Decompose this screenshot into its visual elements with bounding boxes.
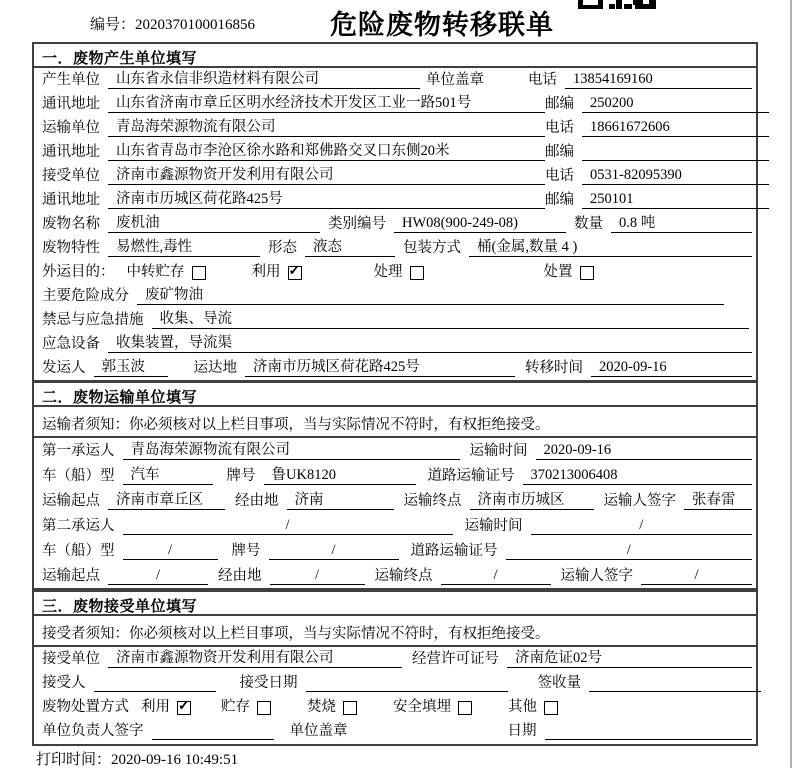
transporter-sign2-value: / bbox=[641, 567, 752, 585]
section-producer bbox=[32, 42, 758, 382]
row-carrier1 bbox=[34, 438, 756, 463]
category-label: 类别编号 bbox=[328, 216, 386, 232]
transport-time1-value: 2020-09-16 bbox=[536, 442, 753, 460]
seal-date-value bbox=[545, 723, 753, 740]
address-label: 通讯地址 bbox=[42, 144, 100, 160]
row-carrier2 bbox=[34, 513, 756, 538]
section1-title: 一．废物产生单位填写 bbox=[34, 44, 756, 68]
zip-label: 邮编 bbox=[545, 192, 574, 208]
page-edge-line bbox=[790, 0, 792, 768]
plate-label: 牌号 bbox=[226, 468, 256, 484]
producer-zip-value: 250200 bbox=[582, 95, 769, 113]
phone-label: 电话 bbox=[545, 168, 574, 184]
purpose-transfer-checkbox bbox=[192, 266, 206, 280]
origin1-value: 济南市章丘区 bbox=[108, 488, 225, 510]
serial-number-line bbox=[90, 13, 255, 34]
vehicle1-value: 汽车 bbox=[123, 463, 213, 485]
disposal-burn-label: 焚烧 bbox=[307, 699, 336, 715]
disposal-use-label: 利用 bbox=[141, 699, 170, 715]
section2-title: 二．废物运输单位填写 bbox=[34, 383, 756, 407]
signed-amount-value bbox=[589, 675, 761, 692]
receiver-zip-value: 250101 bbox=[582, 191, 769, 209]
transport-time-label: 运输时间 bbox=[464, 518, 523, 534]
qr-code-fragment bbox=[578, 0, 656, 9]
transporter-phone-value: 18661672606 bbox=[582, 119, 769, 137]
producer-label: 产生单位 bbox=[42, 72, 100, 88]
shipper-label: 发运人 bbox=[42, 360, 86, 376]
hazard-label: 主要危险成分 bbox=[42, 288, 129, 304]
endpoint-label: 运输终点 bbox=[374, 568, 433, 584]
responsible-sign-label: 单位负责人签字 bbox=[42, 723, 144, 739]
via2-value: / bbox=[270, 567, 365, 585]
transporter-sign1-value: 张春雷 bbox=[684, 488, 752, 510]
phone-label: 电话 bbox=[545, 120, 574, 136]
character-value: 易燃性,毒性 bbox=[108, 235, 260, 257]
plate-label: 牌号 bbox=[231, 543, 261, 559]
disposal-store-checkbox bbox=[257, 701, 271, 715]
accept-date-value bbox=[306, 675, 508, 692]
destination-value: 济南市历城区荷花路425号 bbox=[245, 355, 515, 377]
address-label: 通讯地址 bbox=[42, 96, 100, 112]
form-value: 液态 bbox=[305, 235, 395, 257]
row-waste-name bbox=[34, 212, 756, 236]
emergency-value: 收集、导流 bbox=[152, 307, 749, 329]
signed-amount-label: 签收量 bbox=[537, 675, 581, 691]
section-receiver bbox=[32, 590, 758, 746]
row-accept-person bbox=[34, 671, 756, 695]
row-purpose bbox=[34, 260, 756, 284]
road-license1-value: 370213006408 bbox=[523, 467, 753, 485]
transporter-sign-label: 运输人签字 bbox=[603, 493, 676, 509]
accept-unit-label: 接受单位 bbox=[42, 651, 100, 667]
print-time-line bbox=[36, 748, 238, 768]
row-transporter bbox=[34, 116, 756, 140]
endpoint1-value: 济南市历城区 bbox=[470, 488, 594, 510]
vehicle2-value: / bbox=[123, 542, 218, 560]
carrier2-value: / bbox=[123, 517, 453, 535]
row-hazard bbox=[34, 284, 756, 308]
road-license-label: 道路运输证号 bbox=[427, 468, 515, 484]
responsible-sign-value bbox=[152, 723, 274, 740]
phone-label: 电话 bbox=[528, 72, 557, 88]
quantity-label: 数量 bbox=[574, 216, 603, 232]
shipper-value: 郭玉波 bbox=[94, 355, 168, 377]
category-value: HW08(900-249-08) bbox=[394, 215, 566, 233]
row-producer bbox=[34, 68, 756, 92]
character-label: 废物特性 bbox=[42, 240, 100, 256]
transporter-value: 青岛海荣源物流有限公司 bbox=[108, 115, 545, 137]
row-route1 bbox=[34, 488, 756, 513]
row-shipper bbox=[34, 356, 756, 380]
equipment-label: 应急设备 bbox=[42, 336, 100, 352]
receiver-value: 济南市鑫源物资开发利用有限公司 bbox=[108, 163, 545, 185]
purpose-use-checkbox bbox=[288, 266, 302, 280]
row-disposal bbox=[34, 695, 756, 719]
accept-person-value bbox=[94, 675, 216, 692]
transporter-notice: 运输者须知：你必须核对以上栏目事项，当与实际情况不符时，有权拒绝接受。 bbox=[34, 407, 756, 438]
accept-person-label: 接受人 bbox=[42, 675, 86, 691]
packing-label: 包装方式 bbox=[403, 240, 461, 256]
producer-value: 山东省永信非织造材料有限公司 bbox=[108, 67, 420, 89]
row-receiver bbox=[34, 164, 756, 188]
transporter-address-value: 山东省青岛市李沧区徐水路和郑佛路交叉口东侧20米 bbox=[108, 139, 545, 161]
destination-label: 运达地 bbox=[193, 360, 237, 376]
purpose-label: 外运目的： bbox=[42, 264, 115, 280]
zip-label: 邮编 bbox=[545, 96, 574, 112]
row-responsible-sign bbox=[34, 719, 756, 743]
receiver-label: 接受单位 bbox=[42, 168, 100, 184]
transfer-date-value: 2020-09-16 bbox=[591, 359, 752, 377]
print-time-label: 打印时间： bbox=[36, 752, 112, 768]
row-accept-unit bbox=[34, 647, 756, 671]
plate2-value: / bbox=[269, 542, 399, 560]
via-label: 经由地 bbox=[235, 493, 279, 509]
seal-date-label: 日期 bbox=[507, 723, 537, 739]
endpoint-label: 运输终点 bbox=[403, 493, 462, 509]
origin-label: 运输起点 bbox=[42, 568, 100, 584]
accept-date-label: 接受日期 bbox=[239, 675, 298, 691]
row-emergency bbox=[34, 308, 756, 332]
transport-time-label: 运输时间 bbox=[469, 443, 528, 459]
vehicle-label: 车（船）型 bbox=[42, 468, 115, 484]
vehicle-label: 车（船）型 bbox=[42, 543, 115, 559]
road-license-label: 道路运输证号 bbox=[410, 543, 498, 559]
carrier1-label: 第一承运人 bbox=[42, 443, 115, 459]
transporter-label: 运输单位 bbox=[42, 120, 100, 136]
disposal-other-checkbox bbox=[544, 701, 558, 715]
operating-license-label: 经营许可证号 bbox=[412, 651, 499, 667]
receiver-phone-value: 0531-82095390 bbox=[582, 167, 769, 185]
waste-name-label: 废物名称 bbox=[42, 216, 100, 232]
endpoint2-value: / bbox=[441, 567, 551, 585]
row-producer-address bbox=[34, 92, 756, 116]
transporter-zip-value bbox=[582, 144, 769, 161]
emergency-label: 禁忌与应急措施 bbox=[42, 312, 144, 328]
disposal-landfill-checkbox bbox=[458, 701, 472, 715]
road-license2-value: / bbox=[506, 542, 753, 560]
page-title: 危险废物转移联单 bbox=[330, 10, 554, 40]
print-time-value: 2020-09-16 10:49:51 bbox=[111, 752, 239, 768]
waste-name-value: 废机油 bbox=[108, 211, 320, 233]
zip-label: 邮编 bbox=[545, 144, 574, 160]
transport-time2-value: / bbox=[531, 517, 753, 535]
disposal-label: 废物处置方式 bbox=[42, 699, 129, 715]
producer-phone-value: 13854169160 bbox=[565, 71, 752, 89]
unit-seal-label: 单位盖章 bbox=[289, 723, 348, 739]
origin-label: 运输起点 bbox=[42, 493, 100, 509]
purpose-treat-label: 处理 bbox=[373, 264, 403, 280]
form-label: 形态 bbox=[268, 240, 297, 256]
disposal-use-checkbox bbox=[177, 701, 191, 715]
row-receiver-address bbox=[34, 188, 756, 212]
equipment-value: 收集装置，导流渠 bbox=[108, 331, 752, 353]
receiver-address-value: 济南市历城区荷花路425号 bbox=[108, 187, 545, 209]
serial-label: 编号： bbox=[90, 17, 136, 33]
seal-label: 单位盖章 bbox=[426, 72, 484, 88]
disposal-landfill-label: 安全填埋 bbox=[393, 699, 451, 715]
row-equipment bbox=[34, 332, 756, 356]
purpose-dispose-label: 处置 bbox=[543, 264, 573, 280]
disposal-burn-checkbox bbox=[343, 701, 357, 715]
serial-value: 2020370100016856 bbox=[135, 17, 256, 33]
section3-title: 三．废物接受单位填写 bbox=[34, 592, 756, 616]
section-transporter bbox=[32, 381, 758, 590]
receiver-notice: 接受者须知：你必须核对以上栏目事项，当与实际情况不符时，有权拒绝接受。 bbox=[34, 616, 756, 647]
hazard-value: 废矿物油 bbox=[137, 283, 724, 305]
producer-address-value: 山东省济南市章丘区明水经济技术开发区工业一路501号 bbox=[108, 91, 545, 113]
row-transporter-address bbox=[34, 140, 756, 164]
purpose-dispose-checkbox bbox=[580, 266, 594, 280]
quantity-value: 0.8 吨 bbox=[611, 211, 752, 233]
packing-value: 桶(金属,数量 4 ) bbox=[469, 235, 752, 257]
address-label: 通讯地址 bbox=[42, 192, 100, 208]
transfer-date-label: 转移时间 bbox=[525, 360, 583, 376]
row-route2 bbox=[34, 563, 756, 588]
carrier2-label: 第二承运人 bbox=[42, 518, 115, 534]
purpose-transfer-label: 中转贮存 bbox=[126, 264, 185, 280]
accept-unit-value: 济南市鑫源物资开发利用有限公司 bbox=[108, 646, 402, 668]
carrier1-value: 青岛海荣源物流有限公司 bbox=[123, 438, 460, 460]
via1-value: 济南 bbox=[287, 488, 394, 510]
row-waste-character bbox=[34, 236, 756, 260]
disposal-store-label: 贮存 bbox=[221, 699, 250, 715]
purpose-treat-checkbox bbox=[410, 266, 424, 280]
operating-license-value: 济南危证02号 bbox=[507, 646, 752, 668]
disposal-other-label: 其他 bbox=[508, 699, 537, 715]
row-vehicle2 bbox=[34, 538, 756, 563]
transporter-sign-label: 运输人签字 bbox=[560, 568, 633, 584]
origin2-value: / bbox=[108, 567, 208, 585]
plate1-value: 鲁UK8120 bbox=[264, 463, 416, 485]
via-label: 经由地 bbox=[218, 568, 262, 584]
row-vehicle1 bbox=[34, 463, 756, 488]
purpose-use-label: 利用 bbox=[251, 264, 281, 280]
